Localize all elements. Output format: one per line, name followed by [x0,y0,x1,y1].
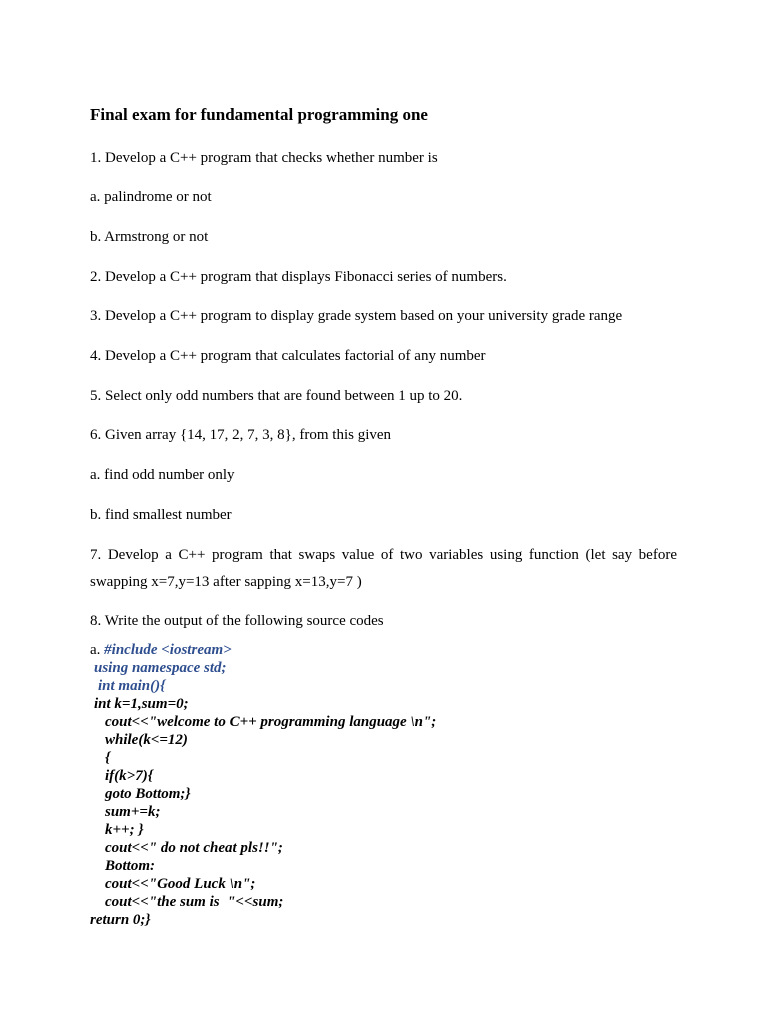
question-6: 6. Given array {14, 17, 2, 7, 3, 8}, from this given [90,427,392,443]
question-5: 5. Select only odd numbers that are found between 1 up to 20. [90,388,463,404]
code-include: #include <iostream> [104,642,232,658]
code-prefix: a. [90,642,105,658]
code-line-if: if(k>7){ [105,768,153,784]
question-1a: a. palindrome or not [90,189,212,205]
question-6a: a. find odd number only [90,467,235,483]
question-6b: b. find smallest number [90,507,232,523]
code-line-goodluck: cout<<"Good Luck \n"; [105,876,256,892]
question-1b: b. Armstrong or not [90,229,209,245]
exam-title: Final exam for fundamental programming one [90,105,428,124]
code-line-while: while(k<=12) [105,732,188,748]
code-line-sum-output: cout<<"the sum is "<<sum; [105,894,284,910]
code-line-sum: sum+=k; [105,804,161,820]
code-line-decl: int k=1,sum=0; [94,696,189,712]
code-line-include [90,641,232,659]
code-line-namespace: using namespace std; [94,660,227,676]
question-2: 2. Develop a C++ program that displays Fibonacci series of numbers. [90,269,507,285]
code-line-welcome: cout<<"welcome to C++ programming language \n"; [105,714,437,730]
code-line-return: return 0;} [90,912,151,928]
question-4: 4. Develop a C++ program that calculates factorial of any number [90,348,486,364]
code-line-label: Bottom: [105,858,156,874]
question-7: 7. Develop a C++ program that swaps value of two variables using function (let say before swapping x=7,y=13 after sapping x=13,y=7 ) [90,547,677,590]
code-line-open-brace: { [105,750,111,766]
question-8: 8. Write the output of the following source codes [90,613,384,629]
code-line-main: int main(){ [98,678,166,694]
code-line-increment: k++; } [105,822,144,838]
code-line-goto: goto Bottom;} [105,786,191,802]
code-line-cheat: cout<<" do not cheat pls!!"; [105,840,283,856]
question-3: 3. Develop a C++ program to display grade system based on your university grade range [90,308,623,324]
question-1: 1. Develop a C++ program that checks whether number is [90,150,438,166]
